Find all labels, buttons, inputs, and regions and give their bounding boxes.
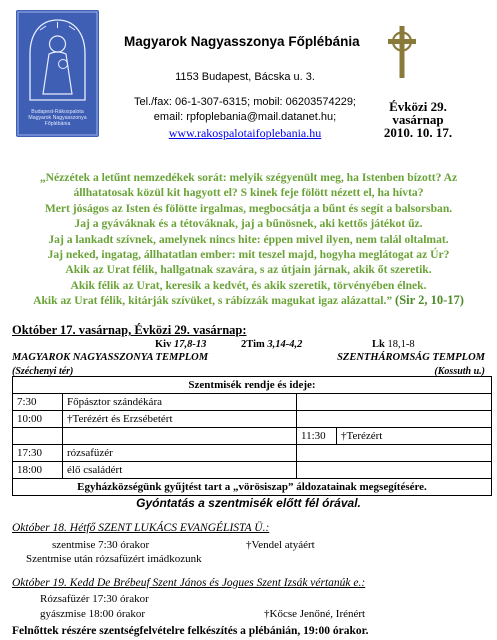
- event-detail: gyászmise 18:00 órakor: [40, 608, 146, 620]
- mass-intention: élő családért: [63, 462, 297, 479]
- mass-time: 17:30: [13, 445, 63, 462]
- event-detail: Szentmise után rózsafüzért imádkozunk: [26, 553, 202, 565]
- table-row: [13, 445, 492, 462]
- collection-notice: Egyházközségünk gyűjtést tart a „vörösiszap” áldozatainak megsegítésére.: [13, 479, 492, 496]
- quote-reference: (Sir 2, 10-17): [395, 293, 464, 308]
- quote-line: állhatatosak közül kit hagyott el? S kinek feje fölött nézett el, ha hívta?: [73, 186, 424, 200]
- parish-title: Magyarok Nagyasszonya Főplébánia: [124, 34, 360, 49]
- quote-line: Jaj a lankadt szívnek, amelynek nincs hite: éppen mivel ilyen, nem talál oltalmat.: [48, 232, 449, 246]
- gospel-book: Lk: [372, 339, 385, 350]
- quote-line: „Nézzétek a letűnt nemzedékek sorát: melyik szégyenült meg, ha Istenben bízott? Az: [39, 171, 458, 184]
- liturgical-day: Évközi 29.: [389, 99, 447, 114]
- church-left-name: MAGYAROK NAGYASSZONYA TEMPLOM: [12, 352, 209, 363]
- logo-line-1: Budapest-Rákospalota: [31, 109, 84, 115]
- reading-1: [155, 339, 206, 350]
- mass-schedule-table: [12, 376, 492, 496]
- church-right-name: SZENTHÁROMSÁG TEMPLOM: [337, 352, 485, 363]
- event-heading: Október 18. Hétfő SZENT LUKÁCS EVANGÉLISTA Ü.:: [12, 522, 270, 534]
- mass-intention: †Terézért: [337, 428, 492, 445]
- quote-line: Jaj a gyáváknak és a tétováknak, jaj a bűnösnek, aki kettős játékot űz.: [74, 217, 423, 231]
- quote-line: Akik félik az Urat, keresik a kedvét, és akik szeretik, törvényében élnek.: [70, 278, 427, 292]
- reading-2: [241, 339, 302, 350]
- quote-line: Akik az Urat félik, kitárják szívüket, s rábízzák magukat igaz alázattal.”: [33, 294, 393, 308]
- mass-time: 18:00: [13, 462, 63, 479]
- church-right-location: (Kossuth u.): [434, 366, 485, 377]
- adult-sacrament-prep-notice: Felnőttek részére szentségfelvételre felkészítés a plébánián, 19:00 órakor.: [12, 625, 369, 637]
- reading-2-ref: 3,14-4,2: [267, 339, 303, 350]
- parish-website-link[interactable]: www.rakospalotaifoplebania.hu: [168, 126, 322, 140]
- gospel-ref: 18,1-8: [387, 339, 415, 350]
- parish-email[interactable]: email: rpfoplebania@mail.datanet.hu;: [153, 111, 337, 123]
- reading-1-ref: 17,8-13: [173, 339, 207, 350]
- church-left-location: (Széchenyi tér): [12, 366, 74, 377]
- mass-time: 7:30: [13, 394, 63, 411]
- quote-line: Jaj neked, ingatag, állhatatlan ember: mit teszel majd, hogyha meglátogat az Úr?: [47, 248, 450, 262]
- quote-line: Akik az Urat félik, hallgatnak szavára, s az útjain járnak, akik őt szeretik.: [65, 263, 432, 277]
- event-detail: Rózsafüzér 17:30 órakor: [40, 593, 149, 605]
- mass-intention: †Terézért és Erzsébetért: [63, 411, 297, 428]
- logo-line-3: Főplébánia: [44, 121, 71, 127]
- table-row: [13, 428, 492, 445]
- empty-cell: [63, 428, 297, 445]
- empty-cell: [297, 411, 492, 428]
- logo-line-2: Magyarok Nagyasszonya: [28, 115, 87, 121]
- reading-1-book: Kiv: [155, 339, 172, 350]
- mass-time: 10:00: [13, 411, 63, 428]
- schedule-footer-row: [13, 479, 492, 496]
- event-detail: szentmise 7:30 órakor: [52, 539, 150, 551]
- celtic-cross-icon: [385, 24, 419, 80]
- table-row: [13, 462, 492, 479]
- schedule-header-row: [13, 377, 492, 394]
- bulletin-date: 2010. 10. 17.: [383, 125, 453, 140]
- mass-time: 11:30: [297, 428, 337, 445]
- empty-cell: [297, 445, 492, 462]
- reading-2-book: 2Tim: [241, 339, 265, 350]
- sunday-heading: Október 17. vasárnap, Évközi 29. vasárnap:: [12, 323, 247, 337]
- parish-phone: Tel./fax: 06-1-307-6315; mobil: 06203574229;: [134, 96, 356, 108]
- table-row: [13, 394, 492, 411]
- logo-caption: [16, 109, 99, 127]
- scripture-quote: [6, 170, 491, 309]
- parish-logo: [16, 10, 99, 137]
- empty-cell: [13, 428, 63, 445]
- quote-last-line: [6, 293, 491, 308]
- quote-line: Mert jóságos az Isten és fölötte irgalmas, megbocsátja a bűnt és segít a balsorsban.: [44, 201, 453, 215]
- gospel-reading: [372, 339, 415, 350]
- parish-address: 1153 Budapest, Bácska u. 3.: [175, 71, 315, 83]
- empty-cell: [297, 394, 492, 411]
- mass-intention: rózsafüzér: [63, 445, 297, 462]
- event-intention: †Kőcse Jenőné, Irénért: [264, 608, 366, 620]
- table-row: [13, 411, 492, 428]
- empty-cell: [297, 462, 492, 479]
- event-heading: Október 19. Kedd De Brébeuf Szent János és Jogues Szent Izsák vértanúk e.:: [12, 577, 366, 589]
- event-intention: †Vendel atyáért: [246, 539, 315, 551]
- confession-notice: Gyóntatás a szentmisék előtt fél órával.: [136, 496, 361, 510]
- schedule-header: Szentmisék rendje és ideje:: [13, 377, 492, 394]
- liturgical-day-type: vasárnap: [392, 112, 444, 127]
- mass-intention: Főpásztor szándékára: [63, 394, 297, 411]
